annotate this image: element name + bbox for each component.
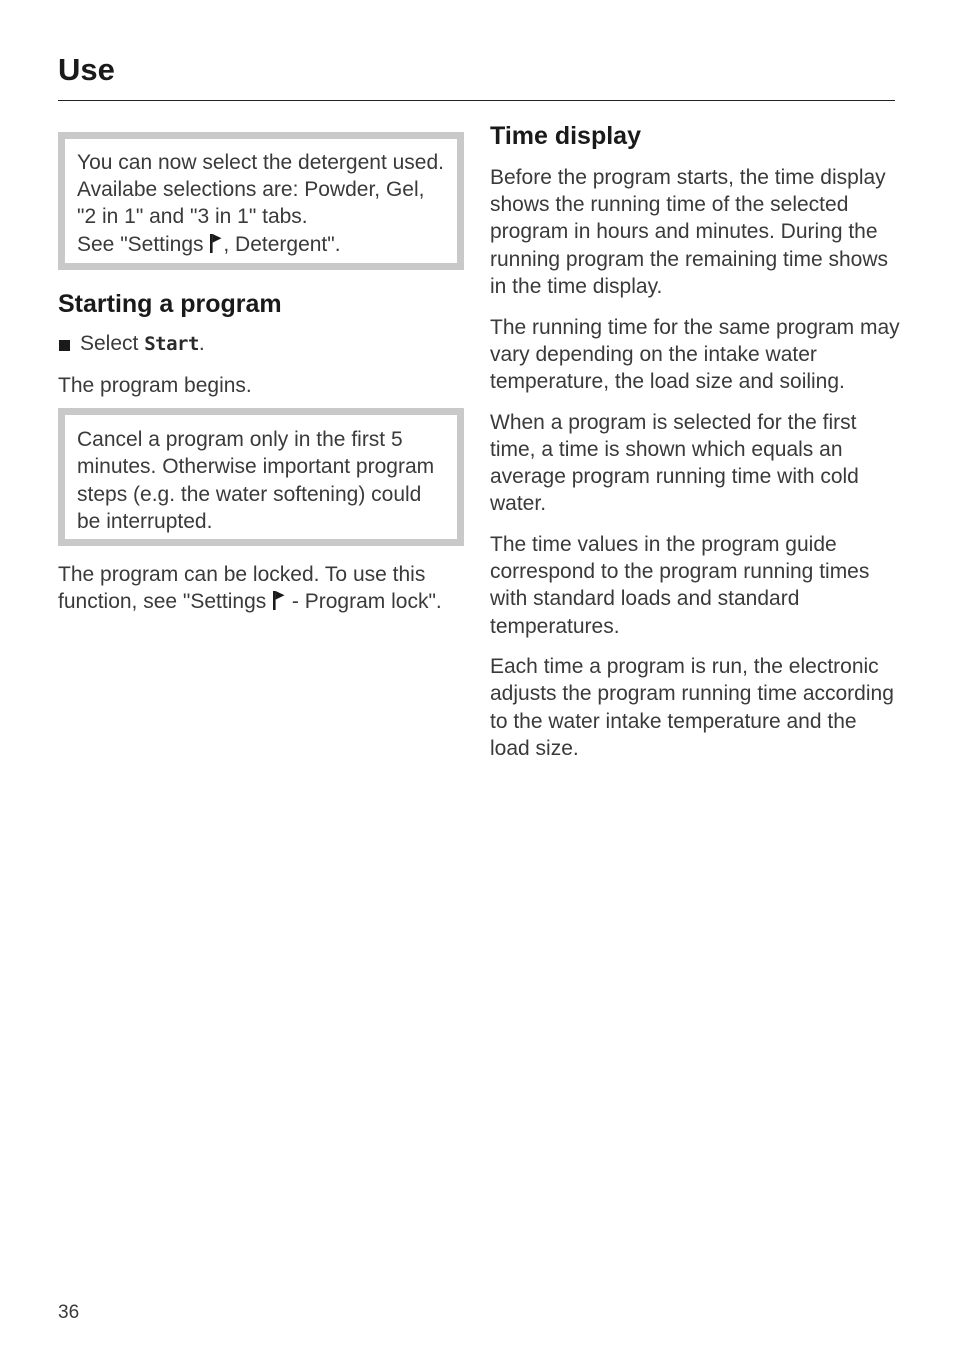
select-start-step	[58, 330, 464, 358]
lock-text-end: - Program lock".	[286, 590, 442, 614]
notice-detergent-ref-start: See "Settings	[77, 232, 210, 256]
notice-detergent-ref-end: , Detergent".	[223, 232, 341, 256]
program-lock-text	[58, 561, 464, 615]
flag-icon	[273, 591, 285, 610]
notice-detergent-text: You can now select the detergent used. Availabe selections are: Powder, Gel, "2 in 1" and "3 in 1" tabs.	[77, 151, 444, 229]
notice-box-cancel	[58, 408, 464, 546]
time-display-paragraph: Before the program starts, the time display shows the running time of the selected program in hours and minutes. During the running program the remaining time shows in the time display.	[490, 166, 889, 298]
time-display-paragraph: The running time for the same program may vary depending on the intake water temperature, the load size and soiling.	[490, 315, 900, 393]
time-display-paragraph: When a program is selected for the first time, a time is shown which equals an average program running time with cold water.	[490, 410, 859, 516]
flag-icon	[210, 234, 222, 253]
page-title: Use	[58, 52, 115, 87]
time-display-paragraph: Each time a program is run, the electronic adjusts the program running time according to the water intake temperature and the load size.	[490, 655, 894, 760]
program-begins-text: The program begins.	[58, 374, 252, 398]
page-number: 36	[58, 1302, 80, 1323]
notice-cancel-text: Cancel a program only in the first 5 minutes. Otherwise important program steps (e.g. the water softening) could be interrupted.	[77, 428, 435, 533]
time-display-heading: Time display	[490, 122, 641, 150]
select-step-prefix: Select	[80, 331, 145, 355]
start-display-text: Start	[144, 332, 199, 355]
title-divider	[58, 100, 895, 101]
lock-text-start: The program can be locked. To use this function, see "Settings	[58, 563, 426, 614]
notice-detergent-reference	[77, 231, 445, 258]
right-column	[490, 117, 902, 762]
bullet-square-icon	[59, 340, 70, 351]
notice-box-detergent	[58, 132, 464, 270]
left-column	[58, 132, 464, 615]
time-display-paragraph: The time values in the program guide correspond to the program running times with standard loads and standard temperatures.	[490, 532, 870, 638]
starting-program-heading: Starting a program	[58, 289, 282, 318]
select-step-suffix: .	[198, 331, 205, 355]
